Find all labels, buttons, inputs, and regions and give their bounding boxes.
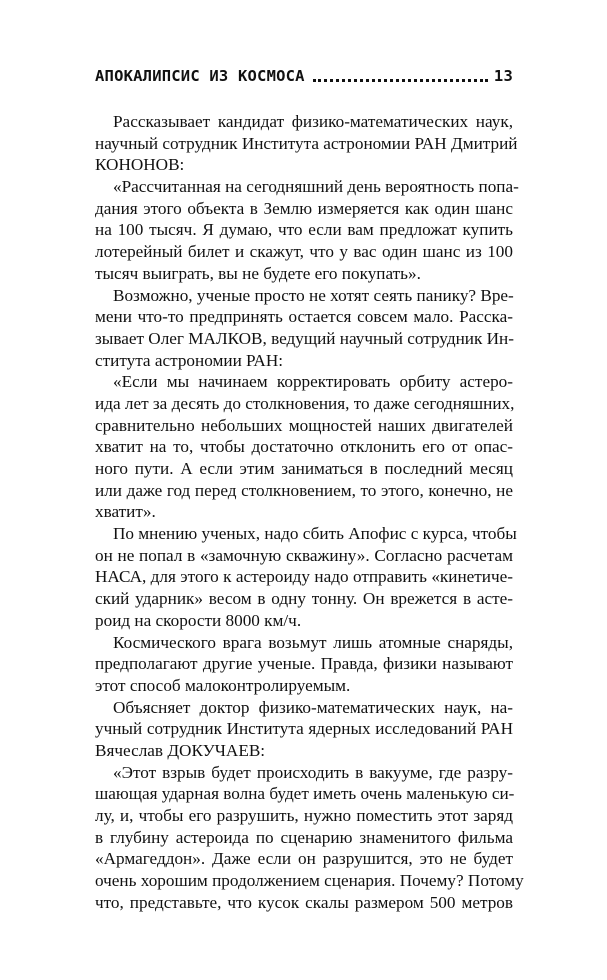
text-line: «Рассчитанная на сегодняшний день вероятность попа- xyxy=(113,177,519,197)
text-line: очень хорошим продолжением сценария. Почему? Потому xyxy=(95,871,524,891)
text-line: предполагают другие ученые. Правда, физики называют xyxy=(95,654,513,674)
text-line: По мнению ученых, надо сбить Апофис с курса, чтобы xyxy=(113,524,517,544)
text-line: ного пути. А если этим заниматься в последний месяц xyxy=(95,459,513,478)
text-line: НАСА, для этого к астероиду надо отправить «кинетиче- xyxy=(95,567,513,587)
text-line: в глубину астероида по сценарию знаменитого фильма xyxy=(95,827,513,847)
text-line: учный сотрудник Института ядерных исследований РАН xyxy=(95,719,513,739)
text-line: дания этого объекта в Землю измеряется как один шанс xyxy=(95,198,513,218)
text-line: или даже год перед столкновением, то этого, конечно, не xyxy=(95,480,513,500)
text-line: ститута астрономии РАН: xyxy=(95,350,284,370)
text-line: хватит на то, чтобы достаточно отклонить его от опас- xyxy=(95,437,513,457)
text-line: Возможно, ученые просто не хотят сеять панику? Вре- xyxy=(113,285,514,305)
text-line: КОНОНОВ: xyxy=(95,155,185,175)
text-line: лотерейный билет и скажут, что у вас один шанс из 100 xyxy=(95,242,513,262)
text-line: ский ударник» весом в одну тонну. Он врежется в астe- xyxy=(95,589,513,609)
text-line: что, представьте, что кусок скалы размером 500 метров xyxy=(95,892,513,912)
text-line: ида лет за десять до столкновения, то даже сегодняшних, xyxy=(95,393,515,413)
text-line: он не попал в «замочную скважину». Согласно расчетам xyxy=(95,545,513,565)
text-line: хватит». xyxy=(95,502,156,522)
text-line: Рассказывает кандидат физико-математических наук, xyxy=(113,112,513,131)
dot-leader xyxy=(313,79,488,82)
running-title: АПОКАЛИПСИС ИЗ КОСМОСА xyxy=(95,67,305,85)
text-line: научный сотрудник Института астрономии РАН Дмитрий xyxy=(95,133,518,153)
text-line: мени что-то предпринять остается совсем мало. Расска- xyxy=(95,307,513,327)
text-line: Вячеслав ДОКУЧАЕВ: xyxy=(95,740,266,760)
text-line: Космического врага возьмут лишь атомные снаряды, xyxy=(113,632,513,652)
text-line: этот способ малоконтролируемым. xyxy=(95,675,351,695)
text-line: сравнительно небольших мощностей наших двигателей xyxy=(95,415,513,435)
running-head xyxy=(95,64,513,88)
text-line: «Этот взрыв будет происходить в вакууме, где разру- xyxy=(113,762,513,782)
text-line: лу, и, чтобы его разрушить, нужно поместить этот заряд xyxy=(95,806,513,825)
text-line: роид на скорости 8000 км/ч. xyxy=(95,610,302,630)
text-line: «Армагеддон». Даже если он разрушится, это не будет xyxy=(95,849,513,869)
text-line: Объясняет доктор физико-математических наук, на- xyxy=(113,697,513,717)
text-line: зывает Олег МАЛКОВ, ведущий научный сотрудник Ин- xyxy=(95,328,514,348)
text-line: «Если мы начинаем корректировать орбиту астеро- xyxy=(113,372,513,392)
text-line: шающая ударная волна будет иметь очень маленькую си- xyxy=(95,784,515,804)
page-number: 13 xyxy=(493,67,513,85)
text-line: тысяч выиграть, вы не будете его покупать». xyxy=(95,263,421,283)
text-line: на 100 тысяч. Я думаю, что если вам предложат купить xyxy=(95,220,513,240)
body-text xyxy=(95,111,524,913)
